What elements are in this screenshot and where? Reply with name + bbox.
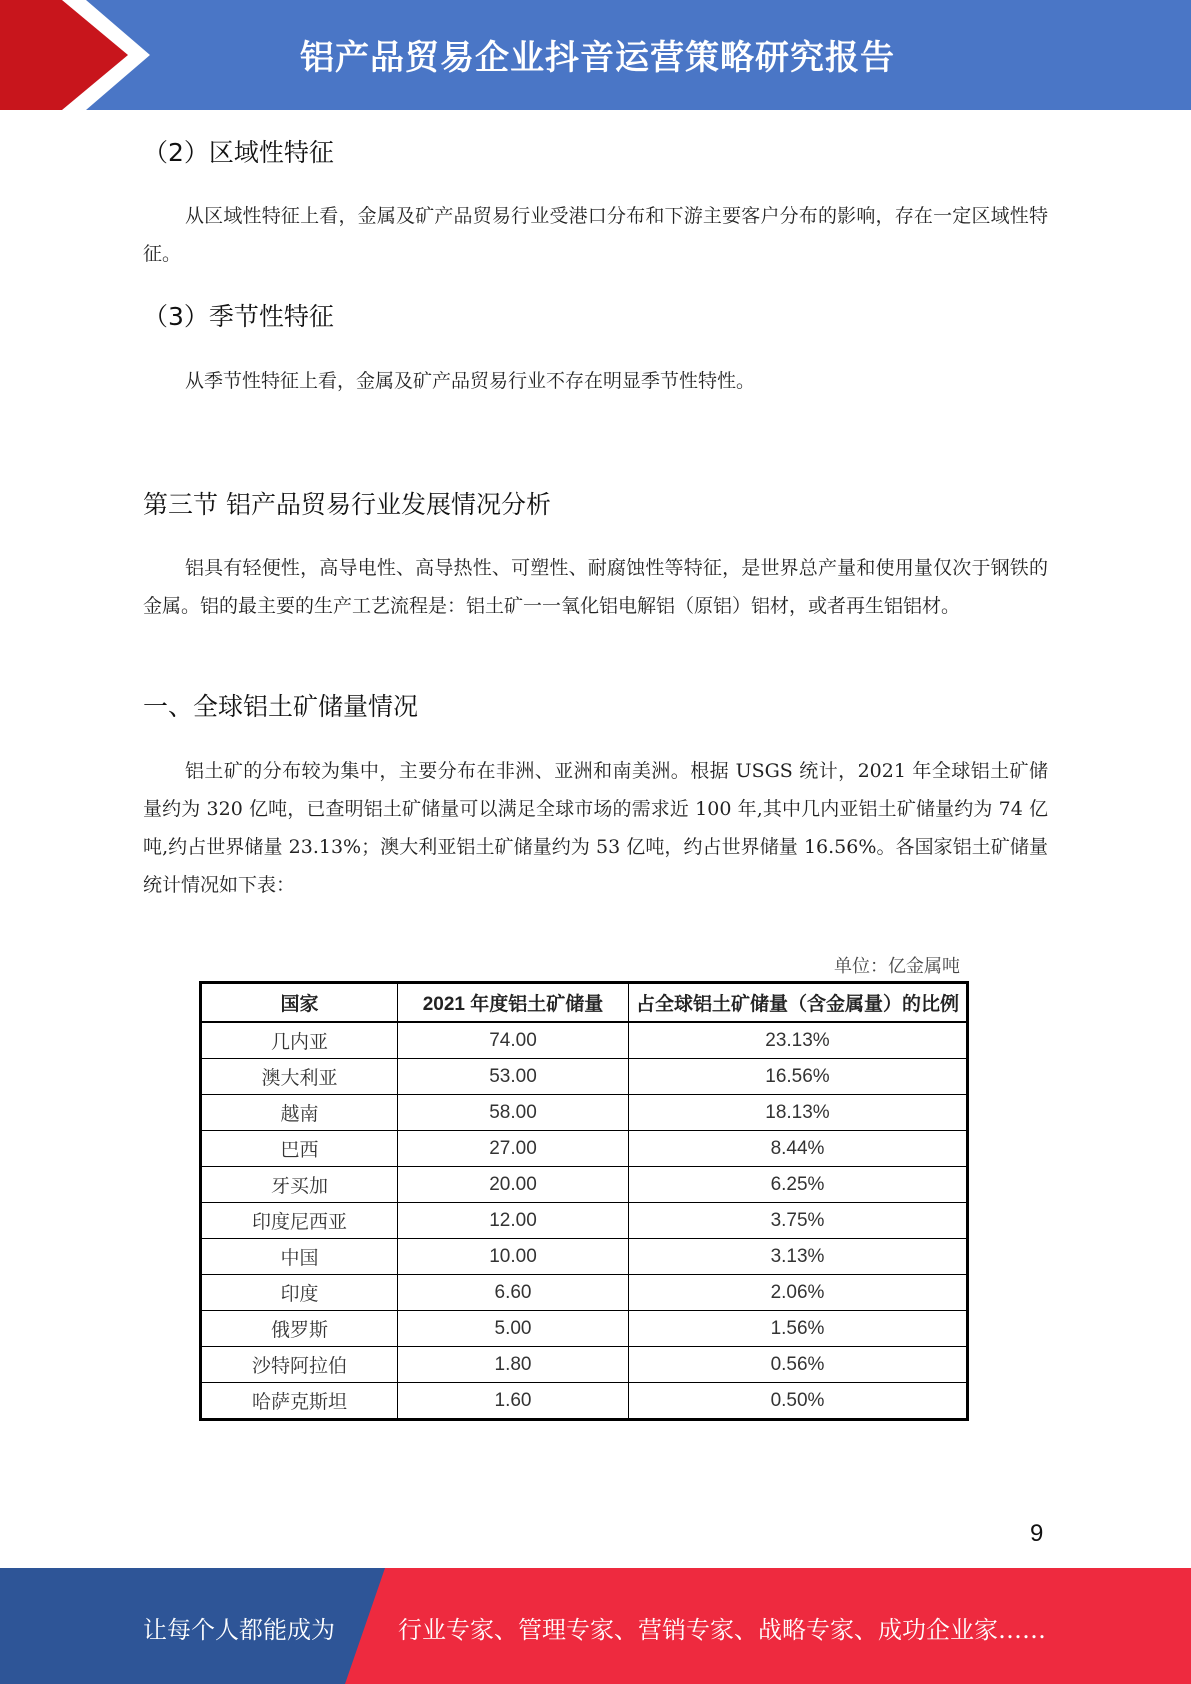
share-cell: 0.50% [629,1383,968,1420]
share-cell: 1.56% [629,1311,968,1347]
paragraph-seasonal: 从季节性特征上看，金属及矿产品贸易行业不存在明显季节性特性。 [185,370,756,392]
share-cell: 2.06% [629,1275,968,1311]
column-header-share: 占全球铝土矿储量（含金属量）的比例 [629,983,968,1023]
paragraph-reserves: 铝土矿的分布较为集中，主要分布在非洲、亚洲和南美洲。根据 USGS 统计，2021 年全球铝土矿储量约为 320 亿吨，已查明铝土矿储量可以满足全球市场的需求近 100 年,其中几内亚铝土矿储量约为 74 亿吨,约占世界储量 23.13%；澳大利亚铝土矿储量约为 53 亿吨，约占世界储量 16.56%。各国家铝土矿储量统计情况如下表： [143,760,1048,896]
table-header-row [201,983,968,1023]
table-row [201,1167,968,1203]
country-cell: 哈萨克斯坦 [201,1383,398,1420]
table-row [201,1311,968,1347]
footer-slogan-left: 让每个人都能成为 [143,1616,335,1644]
reserves-cell: 53.00 [398,1059,629,1095]
country-cell: 俄罗斯 [201,1311,398,1347]
table-row [201,1059,968,1095]
column-header-country: 国家 [201,983,398,1023]
report-title: 铝产品贸易企业抖音运营策略研究报告 [300,38,895,78]
reserves-cell: 58.00 [398,1095,629,1131]
section-heading-seasonal: （3）季节性特征 [143,302,334,331]
share-cell: 23.13% [629,1022,968,1059]
country-cell: 牙买加 [201,1167,398,1203]
page-header [0,0,1191,110]
bauxite-reserves-table [199,981,969,1421]
reserves-cell: 74.00 [398,1022,629,1059]
section-heading-regional: （2）区域性特征 [143,138,334,167]
country-cell: 印度尼西亚 [201,1203,398,1239]
table-row [201,1095,968,1131]
share-cell: 3.75% [629,1203,968,1239]
paragraph-chapter-intro: 铝具有轻便性，高导电性、高导热性、可塑性、耐腐蚀性等特征，是世界总产量和使用量仅次于钢铁的金属。铝的最主要的生产工艺流程是：铝土矿一一氧化铝电解铝（原铝）铝材，或者再生铝铝材。 [143,557,1048,617]
footer-slogan-right: 行业专家、管理专家、营销专家、战略专家、成功企业家…… [398,1616,1046,1644]
reserves-cell: 6.60 [398,1275,629,1311]
reserves-cell: 1.60 [398,1383,629,1420]
column-header-reserves: 2021 年度铝土矿储量 [398,983,629,1023]
reserves-cell: 20.00 [398,1167,629,1203]
table-row [201,1347,968,1383]
page-number: 9 [1030,1520,1044,1547]
reserves-cell: 27.00 [398,1131,629,1167]
country-cell: 巴西 [201,1131,398,1167]
table-row [201,1275,968,1311]
table-row [201,1131,968,1167]
country-cell: 中国 [201,1239,398,1275]
table-row [201,1383,968,1420]
country-cell: 几内亚 [201,1022,398,1059]
country-cell: 沙特阿拉伯 [201,1347,398,1383]
reserves-cell: 1.80 [398,1347,629,1383]
country-cell: 印度 [201,1275,398,1311]
page-footer [0,1568,1191,1684]
table-row [201,1239,968,1275]
country-cell: 澳大利亚 [201,1059,398,1095]
share-cell: 16.56% [629,1059,968,1095]
reserves-cell: 5.00 [398,1311,629,1347]
country-cell: 越南 [201,1095,398,1131]
table-row [201,1022,968,1059]
reserves-cell: 10.00 [398,1239,629,1275]
section-heading-reserves: 一、全球铝土矿储量情况 [143,692,419,721]
share-cell: 8.44% [629,1131,968,1167]
reserves-cell: 12.00 [398,1203,629,1239]
share-cell: 0.56% [629,1347,968,1383]
share-cell: 6.25% [629,1167,968,1203]
table-unit-label: 单位：亿金属吨 [834,956,960,977]
share-cell: 18.13% [629,1095,968,1131]
paragraph-regional: 从区域性特征上看，金属及矿产品贸易行业受港口分布和下游主要客户分布的影响，存在一定区域性特征。 [143,205,1048,265]
chapter-heading: 第三节 铝产品贸易行业发展情况分析 [143,490,551,519]
table-row [201,1203,968,1239]
share-cell: 3.13% [629,1239,968,1275]
